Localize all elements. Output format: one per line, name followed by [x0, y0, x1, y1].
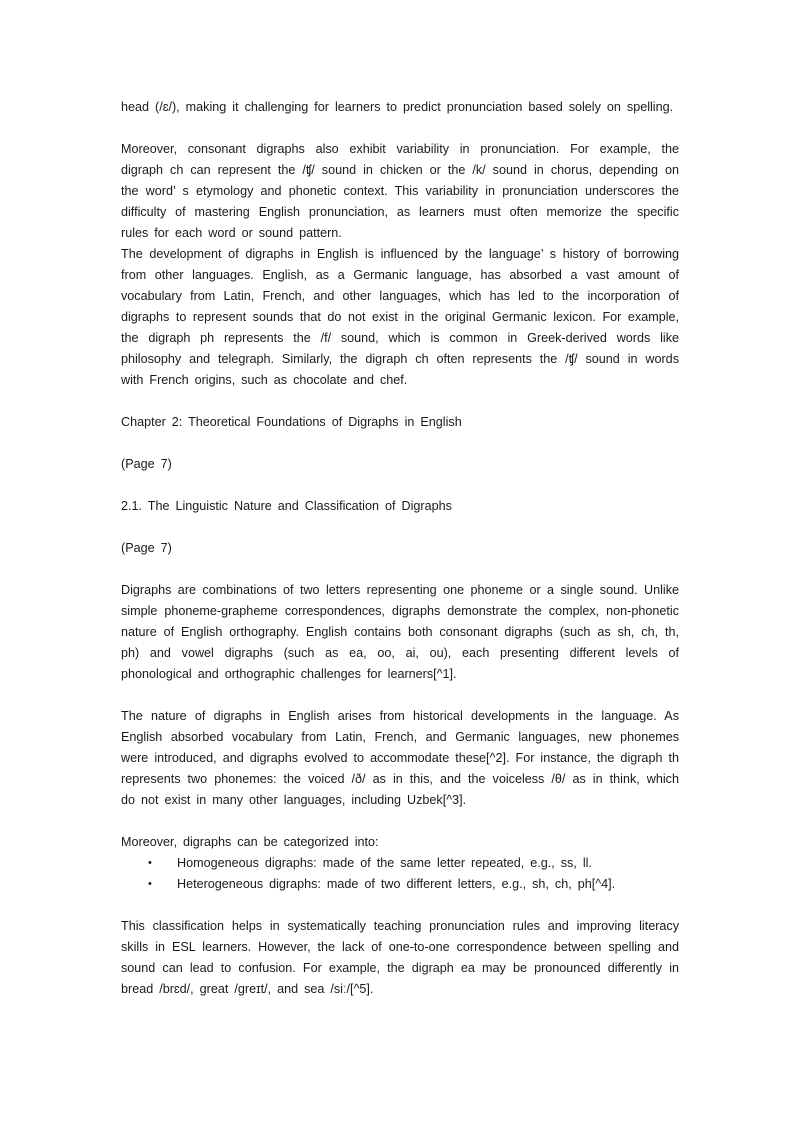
document-body [121, 97, 679, 1000]
list-item-text: Homogeneous digraphs: made of the same letter repeated, e.g., ss, ll. [177, 856, 592, 870]
page-reference: (Page 7) [121, 457, 172, 471]
bullet-icon: • [148, 878, 152, 890]
list-item [121, 874, 679, 895]
paragraph-continuation: head (/ɛ/), making it challenging for learners to predict pronunciation based solely on spelling. [121, 100, 674, 114]
spacer [121, 559, 679, 580]
paragraph-digraph-definition: Digraphs are combinations of two letters representing one phoneme or a single sound. Unlike simple phoneme-grapheme correspondences, digraphs demonstrate the complex, non-phonetic nature of English orthography. English contains both consonant digraphs (such as sh, ch, th, ph) and vowel digraphs (such as ea, oo, ai, ou), each presenting different levels of phonological and orthographic challenges for learners[^1]. [121, 583, 679, 681]
spacer [121, 433, 679, 454]
paragraph-digraph-development: The development of digraphs in English is influenced by the language’ s history of borrowing from other languages. English, as a Germanic language, has absorbed a vast amount of vocabulary from Latin, French, and other languages, which has led to the incorporation of digraphs to represent sounds that do not exist in the original Germanic lexicon. For example, the digraph ph represents the /f/ sound, which is common in Greek-derived words like philosophy and telegraph. Similarly, the digraph ch often represents the /ʧ/ sound in words with French origins, such as chocolate and chef. [121, 247, 679, 387]
list-item-text: Heterogeneous digraphs: made of two different letters, e.g., sh, ch, ph[^4]. [177, 877, 616, 891]
section-heading: 2.1. The Linguistic Nature and Classification of Digraphs [121, 499, 452, 513]
spacer [121, 811, 679, 832]
list-item [121, 853, 679, 874]
page-reference: (Page 7) [121, 541, 172, 555]
spacer [121, 118, 679, 139]
paragraph-consonant-digraphs: Moreover, consonant digraphs also exhibit variability in pronunciation. For example, the digraph ch can represent the /ʧ/ sound in chicken or the /k/ sound in chorus, depending on the word’ s etymology and phonetic context. This variability in pronunciation underscores the difficulty of mastering English pronunciation, as learners must often memorize the specific rules for each word or sound pattern. [121, 142, 679, 240]
spacer [121, 391, 679, 412]
spacer [121, 475, 679, 496]
spacer [121, 895, 679, 916]
category-list [121, 853, 679, 895]
bullet-icon: • [148, 857, 152, 869]
spacer [121, 517, 679, 538]
spacer [121, 685, 679, 706]
paragraph-digraph-nature: The nature of digraphs in English arises from historical developments in the language. As English absorbed vocabulary from Latin, French, and Germanic languages, new phonemes were introduced, and digraphs evolved to accommodate these[^2]. For instance, the digraph th represents two phonemes: the voiced /ð/ as in this, and the voiceless /θ/ as in think, which do not exist in many other languages, including Uzbek[^3]. [121, 709, 679, 807]
paragraph-categories-intro: Moreover, digraphs can be categorized into: [121, 835, 379, 849]
chapter-heading: Chapter 2: Theoretical Foundations of Digraphs in English [121, 415, 462, 429]
paragraph-classification: This classification helps in systematically teaching pronunciation rules and improving literacy skills in ESL learners. However, the lack of one-to-one correspondence between spelling and sound can lead to confusion. For example, the digraph ea may be pronounced differently in bread /brɛd/, great /greɪt/, and sea /siː/[^5]. [121, 919, 679, 996]
